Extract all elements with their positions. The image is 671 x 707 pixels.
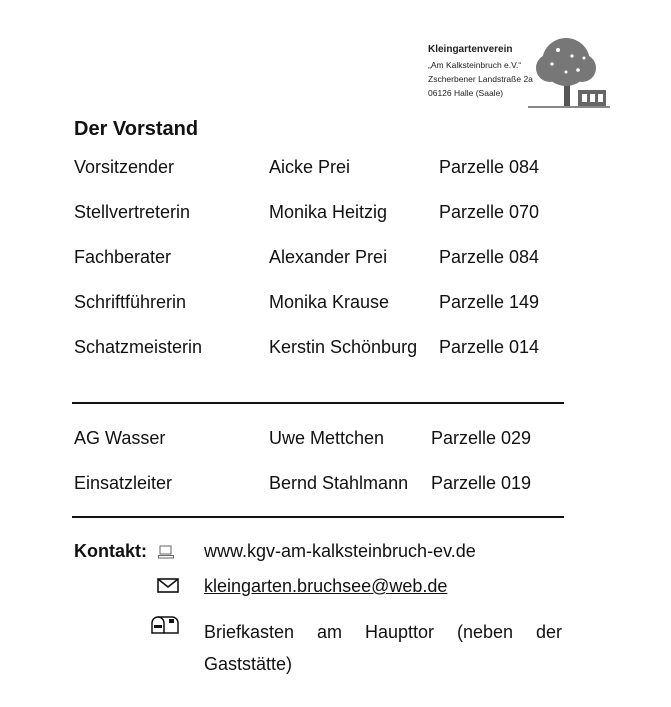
email-link[interactable]: kleingarten.bruchsee@web.de xyxy=(204,576,448,596)
plot-number: Parzelle 149 xyxy=(439,292,540,312)
plot-number: Parzelle 019 xyxy=(431,473,532,493)
logo-street: Zscherbener Landstraße 2a xyxy=(428,74,533,84)
mailbox-location-line1: Briefkasten am Haupttor (neben der xyxy=(204,622,562,642)
plot-number: Parzelle 014 xyxy=(439,337,540,357)
divider xyxy=(72,402,564,404)
member-name: Uwe Mettchen xyxy=(269,428,385,448)
plot-number: Parzelle 084 xyxy=(439,157,540,177)
plot-number: Parzelle 029 xyxy=(431,428,532,448)
member-name: Monika Krause xyxy=(269,292,390,312)
member-name: Alexander Prei xyxy=(269,247,388,267)
divider xyxy=(72,516,564,518)
tree-house-icon xyxy=(528,34,610,114)
role: AG Wasser xyxy=(74,428,166,448)
member-name: Aicke Prei xyxy=(269,157,351,177)
logo-subtitle: „Am Kalksteinbruch e.V.“ xyxy=(428,60,522,70)
mailbox-icon xyxy=(150,615,180,635)
website-link[interactable]: www.kgv-am-kalksteinbruch-ev.de xyxy=(204,541,476,561)
role: Stellvertreterin xyxy=(74,202,191,222)
contact-label: Kontakt: xyxy=(74,541,147,561)
role: Einsatzleiter xyxy=(74,473,173,493)
club-logo xyxy=(428,34,610,114)
role: Fachberater xyxy=(74,247,172,267)
mailbox-location-line2: Gaststätte) xyxy=(204,654,293,674)
member-name: Monika Heitzig xyxy=(269,202,388,222)
role: Schatzmeisterin xyxy=(74,337,203,357)
section-title: Der Vorstand xyxy=(74,118,199,140)
logo-org-name: Kleingartenverein xyxy=(428,44,513,55)
computer-icon xyxy=(158,545,174,559)
plot-number: Parzelle 070 xyxy=(439,202,540,222)
envelope-icon xyxy=(157,578,179,593)
role: Vorsitzender xyxy=(74,157,175,177)
logo-city: 06126 Halle (Saale) xyxy=(428,88,504,98)
member-name: Kerstin Schönburg xyxy=(269,337,418,357)
role: Schriftführerin xyxy=(74,292,187,312)
member-name: Bernd Stahlmann xyxy=(269,473,409,493)
plot-number: Parzelle 084 xyxy=(439,247,540,267)
logo-text xyxy=(428,42,533,100)
